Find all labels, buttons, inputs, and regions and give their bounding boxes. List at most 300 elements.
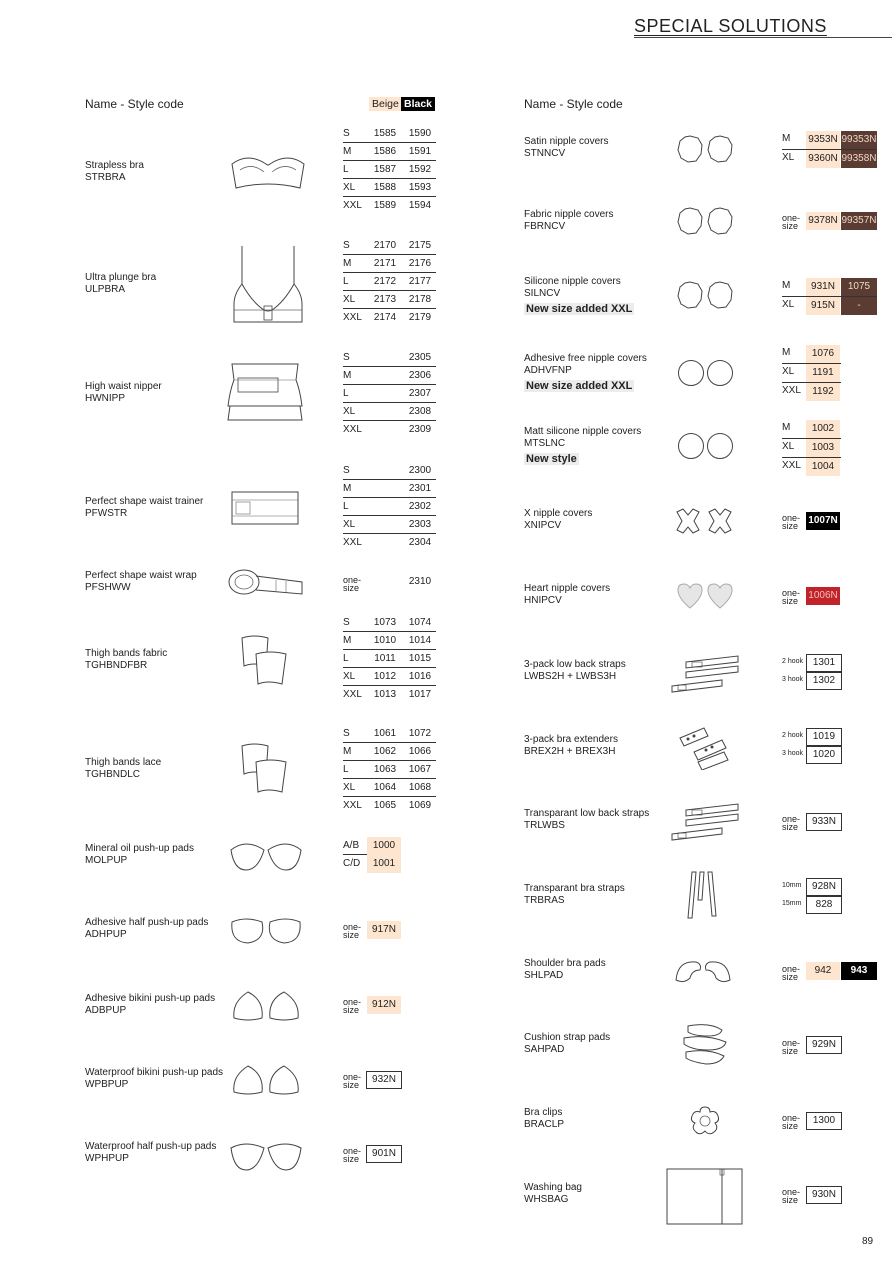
page-number: 89 bbox=[862, 1236, 874, 1247]
one-size-label: one- size bbox=[343, 997, 362, 1015]
size-row bbox=[343, 144, 436, 161]
beige-code: 1063 bbox=[373, 764, 397, 775]
size-label: L bbox=[343, 276, 349, 287]
new-style-note: New style bbox=[526, 453, 577, 465]
product-label bbox=[85, 381, 162, 405]
size-row bbox=[782, 383, 841, 401]
cushion-pads-illustration bbox=[680, 1022, 730, 1066]
size-label: XXL bbox=[343, 312, 362, 323]
size-label: M bbox=[782, 133, 791, 144]
product-label bbox=[524, 1107, 564, 1131]
product-name: Silicone nipple covers bbox=[524, 276, 621, 287]
black-code: 943 bbox=[841, 962, 877, 980]
product-name: Mineral oil push-up pads bbox=[85, 843, 194, 854]
style-number: 1019 bbox=[806, 728, 842, 746]
black-code: 1591 bbox=[408, 146, 432, 157]
style-code: MTSLNC bbox=[524, 438, 566, 449]
style-code: BRACLP bbox=[524, 1119, 565, 1130]
beige-code: 2174 bbox=[373, 312, 397, 323]
size-label: L bbox=[343, 388, 349, 399]
product-label bbox=[524, 1182, 582, 1206]
beige-code: 9378N bbox=[806, 212, 840, 230]
product-name: Bra clips bbox=[524, 1107, 563, 1118]
size-row bbox=[343, 350, 436, 367]
style-code: WPBPUP bbox=[85, 1079, 129, 1090]
size-row bbox=[343, 463, 436, 480]
product-name: 3-pack bra extenders bbox=[524, 734, 618, 745]
size-label: M bbox=[343, 483, 352, 494]
code: 2303 bbox=[408, 519, 432, 530]
style-number: 929N bbox=[806, 1036, 842, 1054]
size-label: M bbox=[782, 280, 791, 291]
size-label: XL bbox=[782, 299, 795, 310]
size-row bbox=[343, 292, 436, 309]
beige-code: 1589 bbox=[373, 200, 397, 211]
size-row bbox=[782, 297, 877, 315]
product-name: Strapless bra bbox=[85, 160, 144, 171]
size-label: L bbox=[343, 764, 349, 775]
product-label bbox=[85, 757, 161, 781]
size-row bbox=[343, 744, 436, 761]
size-label: XL bbox=[782, 152, 795, 163]
product-name: Cushion strap pads bbox=[524, 1032, 611, 1043]
bra-extenders-illustration bbox=[678, 724, 732, 770]
style-number: 1301 bbox=[806, 654, 842, 672]
one-size-label: one- size bbox=[343, 1072, 362, 1090]
black-code: 2176 bbox=[408, 258, 432, 269]
size-label: XL bbox=[343, 782, 356, 793]
product-label bbox=[524, 136, 609, 160]
product-name: Satin nipple covers bbox=[524, 136, 609, 147]
product-name: Perfect shape waist trainer bbox=[85, 496, 204, 507]
beige-code: 1003 bbox=[806, 439, 840, 457]
black-code: 2178 bbox=[408, 294, 432, 305]
style-code: HWNIPP bbox=[85, 393, 125, 404]
low-back-straps-illustration bbox=[668, 652, 742, 694]
beige-code: 2173 bbox=[373, 294, 397, 305]
size-row bbox=[343, 726, 436, 743]
size-row bbox=[343, 856, 401, 872]
size-label: S bbox=[343, 240, 350, 251]
product-label bbox=[85, 570, 197, 594]
one-size-label: one- size bbox=[343, 1146, 362, 1164]
black-code: 1072 bbox=[408, 728, 432, 739]
size-row bbox=[343, 386, 436, 403]
bikini-pads-illustration bbox=[230, 990, 302, 1022]
product-label bbox=[85, 272, 156, 296]
product-name: Waterproof half push-up pads bbox=[85, 1141, 217, 1152]
one-size-label: one- size bbox=[782, 588, 801, 606]
style-number: 901N bbox=[366, 1145, 402, 1163]
brown-code: - bbox=[841, 297, 877, 315]
size-row bbox=[343, 404, 436, 421]
size-label: XL bbox=[343, 294, 356, 305]
beige-code: 931N bbox=[806, 278, 840, 296]
product-label bbox=[524, 1032, 610, 1056]
size-row bbox=[782, 345, 841, 364]
style-code: STRBRA bbox=[85, 172, 126, 183]
brown-code: 99357N bbox=[841, 212, 877, 230]
beige-code: 9360N bbox=[806, 150, 840, 168]
style-number: 933N bbox=[806, 813, 842, 831]
waist-wrap-illustration bbox=[226, 566, 306, 604]
black-code: 1007N bbox=[806, 512, 840, 530]
product-name: Fabric nipple covers bbox=[524, 209, 614, 220]
style-number: 917N bbox=[367, 921, 401, 939]
style-number: 928N bbox=[806, 878, 842, 896]
size-label: L bbox=[343, 653, 349, 664]
brown-code: 99358N bbox=[841, 150, 877, 168]
hook-label: 3 hook bbox=[782, 750, 804, 757]
size-label: XXL bbox=[343, 537, 362, 548]
style-number: 930N bbox=[806, 1186, 842, 1204]
size-row bbox=[343, 535, 436, 551]
product-label bbox=[524, 426, 641, 466]
style-number: 1300 bbox=[806, 1112, 842, 1130]
style-code: ADHVFNP bbox=[524, 365, 572, 376]
product-name: Thigh bands lace bbox=[85, 757, 162, 768]
round-covers-illustration bbox=[677, 358, 735, 388]
beige-code: 1004 bbox=[806, 458, 840, 476]
bra-straps-illustration bbox=[686, 870, 720, 922]
beige-code: 1001 bbox=[367, 855, 401, 873]
style-code: STNNCV bbox=[524, 148, 566, 159]
product-label bbox=[524, 508, 592, 532]
size-label: C/D bbox=[343, 858, 361, 869]
size-label: M bbox=[343, 370, 352, 381]
style-code: SAHPAD bbox=[524, 1044, 565, 1055]
beige-code: 2170 bbox=[373, 240, 397, 251]
style-code: LWBS2H + LWBS3H bbox=[524, 671, 617, 682]
style-number: 1020 bbox=[806, 746, 842, 764]
size-row bbox=[782, 420, 841, 439]
style-code: ADHPUP bbox=[85, 929, 127, 940]
product-label bbox=[85, 160, 144, 184]
beige-code: 1587 bbox=[373, 164, 397, 175]
style-code: SHLPAD bbox=[524, 970, 564, 981]
beige-code: 2172 bbox=[373, 276, 397, 287]
size-label: S bbox=[343, 352, 350, 363]
black-code: 1074 bbox=[408, 617, 432, 628]
black-code: 1590 bbox=[408, 128, 432, 139]
style-code: TGHBNDFBR bbox=[85, 660, 148, 671]
style-code: TGHBNDLC bbox=[85, 769, 141, 780]
size-label: XXL bbox=[343, 424, 362, 435]
one-size-label: one- size bbox=[343, 922, 362, 940]
product-label bbox=[524, 276, 634, 316]
size-label: XXL bbox=[343, 689, 362, 700]
size-row bbox=[343, 162, 436, 179]
product-label bbox=[85, 843, 194, 867]
section-title: SPECIAL SOLUTIONS bbox=[634, 16, 827, 36]
size-row bbox=[343, 274, 436, 291]
size-label: XL bbox=[782, 441, 795, 452]
product-name: Thigh bands fabric bbox=[85, 648, 168, 659]
code: 2302 bbox=[408, 501, 432, 512]
one-size-label: one- size bbox=[782, 213, 801, 231]
left-column-header: Name - Style code bbox=[85, 97, 184, 111]
waterproof-half-pads-illustration bbox=[228, 1140, 304, 1172]
code: 2306 bbox=[408, 370, 432, 381]
ultra-plunge-bra-illustration bbox=[228, 244, 308, 326]
black-code: 1069 bbox=[408, 800, 432, 811]
product-label bbox=[85, 1067, 223, 1091]
right-column-header: Name - Style code bbox=[524, 97, 623, 111]
product-name: Adhesive bikini push-up pads bbox=[85, 993, 216, 1004]
size-row bbox=[343, 180, 436, 197]
size-label: XL bbox=[343, 182, 356, 193]
size-row bbox=[343, 669, 436, 686]
black-code: 2177 bbox=[408, 276, 432, 287]
legend-beige: Beige bbox=[369, 97, 402, 111]
size-row bbox=[782, 278, 877, 297]
beige-code: 1012 bbox=[373, 671, 397, 682]
code: 2308 bbox=[408, 406, 432, 417]
beige-code: 942 bbox=[806, 962, 840, 980]
round-covers-illustration bbox=[677, 431, 735, 461]
header-rule bbox=[634, 37, 892, 38]
style-code: ADBPUP bbox=[85, 1005, 127, 1016]
size-row bbox=[782, 364, 841, 383]
size-row bbox=[343, 422, 436, 438]
product-label bbox=[524, 734, 618, 758]
size-label: XL bbox=[343, 671, 356, 682]
size-row bbox=[343, 651, 436, 668]
washing-bag-illustration bbox=[666, 1168, 744, 1226]
style-code: TRLWBS bbox=[524, 820, 565, 831]
code: 2301 bbox=[408, 483, 432, 494]
product-label bbox=[85, 648, 167, 672]
product-name: Shoulder bra pads bbox=[524, 958, 606, 969]
one-size-label: one- size bbox=[782, 964, 801, 982]
beige-code: 2171 bbox=[373, 258, 397, 269]
product-name: X nipple covers bbox=[524, 508, 593, 519]
code: 2305 bbox=[408, 352, 432, 363]
silicone-covers-illustration bbox=[676, 280, 734, 310]
size-row bbox=[343, 615, 436, 632]
style-code: ULPBRA bbox=[85, 284, 126, 295]
size-row bbox=[343, 499, 436, 516]
brown-code: 99353N bbox=[841, 131, 877, 149]
code: 2307 bbox=[408, 388, 432, 399]
product-label bbox=[85, 496, 203, 520]
size-row bbox=[343, 762, 436, 779]
black-code: 1014 bbox=[408, 635, 432, 646]
shoulder-pads-illustration bbox=[672, 956, 734, 986]
one-size-label: one- size bbox=[343, 575, 362, 593]
product-name: Heart nipple covers bbox=[524, 583, 611, 594]
hook-label: 3 hook bbox=[782, 676, 804, 683]
waterproof-bikini-pads-illustration bbox=[230, 1064, 302, 1096]
transparant-straps-illustration bbox=[668, 800, 742, 842]
size-row bbox=[343, 198, 436, 214]
one-size-label: one- size bbox=[782, 1038, 801, 1056]
size-row bbox=[343, 238, 436, 255]
black-code: 1594 bbox=[408, 200, 432, 211]
size-label: S bbox=[343, 128, 350, 139]
beige-code: 1192 bbox=[806, 383, 840, 401]
one-size-label: one- size bbox=[782, 1113, 801, 1131]
style-code: SILNCV bbox=[524, 288, 561, 299]
product-name: Waterproof bikini push-up pads bbox=[85, 1067, 224, 1078]
beige-code: 1191 bbox=[806, 364, 840, 382]
product-name: Washing bag bbox=[524, 1182, 582, 1193]
black-code: 1592 bbox=[408, 164, 432, 175]
brown-code: 1075 bbox=[841, 278, 877, 296]
product-label bbox=[85, 993, 215, 1017]
style-code: XNIPCV bbox=[524, 520, 562, 531]
size-row bbox=[343, 838, 401, 855]
product-label bbox=[524, 883, 625, 907]
beige-code: 1010 bbox=[373, 635, 397, 646]
product-name: Adhesive half push-up pads bbox=[85, 917, 209, 928]
size-label: L bbox=[343, 501, 349, 512]
beige-code: 1013 bbox=[373, 689, 397, 700]
size-row bbox=[343, 517, 436, 534]
beige-code: 1586 bbox=[373, 146, 397, 157]
beige-code: 1062 bbox=[373, 746, 397, 757]
size-row bbox=[343, 481, 436, 498]
black-code: 1015 bbox=[408, 653, 432, 664]
product-name: Ultra plunge bra bbox=[85, 272, 157, 283]
hook-label: 2 hook bbox=[782, 658, 804, 665]
product-name: 3-pack low back straps bbox=[524, 659, 626, 670]
size-row bbox=[343, 687, 436, 703]
black-code: 1017 bbox=[408, 689, 432, 700]
size-row bbox=[782, 439, 841, 458]
new-size-note: New size added XXL bbox=[526, 303, 633, 315]
style-number: 2310 bbox=[408, 576, 432, 587]
size-label: XXL bbox=[782, 460, 801, 471]
legend-black: Black bbox=[401, 97, 435, 111]
size-row bbox=[782, 458, 841, 476]
thigh-bands-lace-illustration bbox=[240, 740, 292, 796]
black-code: 1068 bbox=[408, 782, 432, 793]
size-label: S bbox=[343, 617, 350, 628]
new-size-note: New size added XXL bbox=[526, 380, 633, 392]
product-name: Transparant low back straps bbox=[524, 808, 650, 819]
nipple-covers-illustration bbox=[676, 134, 734, 164]
beige-code: 1064 bbox=[373, 782, 397, 793]
size-label: L bbox=[343, 164, 349, 175]
black-code: 2179 bbox=[408, 312, 432, 323]
black-code: 1016 bbox=[408, 671, 432, 682]
beige-code: 9353N bbox=[806, 131, 840, 149]
fabric-covers-illustration bbox=[676, 206, 734, 236]
product-label bbox=[524, 808, 649, 832]
size-label: M bbox=[343, 146, 352, 157]
one-size-label: one- size bbox=[782, 814, 801, 832]
size-row bbox=[782, 131, 877, 150]
product-label bbox=[85, 1141, 216, 1165]
beige-code: 1002 bbox=[806, 420, 840, 438]
waist-trainer-illustration bbox=[230, 490, 300, 526]
size-row bbox=[343, 633, 436, 650]
product-label bbox=[85, 917, 208, 941]
style-number: 1302 bbox=[806, 672, 842, 690]
waist-nipper-illustration bbox=[224, 360, 306, 426]
size-row bbox=[343, 368, 436, 385]
product-label bbox=[524, 353, 647, 393]
style-code: BREX2H + BREX3H bbox=[524, 746, 616, 757]
product-name: Perfect shape waist wrap bbox=[85, 570, 197, 581]
style-code: WPHPUP bbox=[85, 1153, 129, 1164]
code: 2309 bbox=[408, 424, 432, 435]
code: 2300 bbox=[408, 465, 432, 476]
style-code: PFWSTR bbox=[85, 508, 128, 519]
half-pads-illustration bbox=[228, 914, 304, 946]
beige-code: 1011 bbox=[374, 653, 396, 664]
strapless-bra-illustration bbox=[228, 150, 308, 192]
style-number: 912N bbox=[367, 996, 401, 1014]
x-covers-illustration bbox=[674, 507, 734, 535]
one-size-label: one- size bbox=[782, 1187, 801, 1205]
style-code: MOLPUP bbox=[85, 855, 128, 866]
size-label: M bbox=[343, 635, 352, 646]
size-row bbox=[343, 126, 436, 143]
size-row bbox=[782, 150, 877, 168]
style-code: HNIPCV bbox=[524, 595, 562, 606]
red-code: 1006N bbox=[806, 587, 840, 605]
product-label bbox=[524, 583, 610, 607]
black-code: 1067 bbox=[408, 764, 432, 775]
style-number: 932N bbox=[366, 1071, 402, 1089]
size-label: XL bbox=[343, 406, 356, 417]
black-code: 1593 bbox=[408, 182, 432, 193]
product-name: Matt silicone nipple covers bbox=[524, 426, 642, 437]
size-label: S bbox=[343, 728, 350, 739]
black-code: 1066 bbox=[408, 746, 432, 757]
product-name: Transparant bra straps bbox=[524, 883, 625, 894]
beige-code: 1065 bbox=[373, 800, 397, 811]
size-row bbox=[343, 310, 436, 326]
beige-code: 1588 bbox=[373, 182, 397, 193]
size-label: M bbox=[343, 746, 352, 757]
style-number: 828 bbox=[806, 896, 842, 914]
product-label bbox=[524, 958, 606, 982]
thigh-bands-illustration bbox=[240, 632, 292, 688]
product-name: Adhesive free nipple covers bbox=[524, 353, 647, 364]
size-label: M bbox=[782, 347, 791, 358]
one-size-label: one- size bbox=[782, 513, 801, 531]
style-code: FBRNCV bbox=[524, 221, 566, 232]
hook-label: 2 hook bbox=[782, 732, 804, 739]
size-label: XXL bbox=[343, 200, 362, 211]
style-code: WHSBAG bbox=[524, 1194, 569, 1205]
size-label: XL bbox=[343, 519, 356, 530]
product-label bbox=[524, 659, 626, 683]
code: 2304 bbox=[408, 537, 432, 548]
beige-code: 1585 bbox=[373, 128, 397, 139]
size-label: XL bbox=[782, 366, 795, 377]
beige-code: 1061 bbox=[373, 728, 397, 739]
size-label: A/B bbox=[343, 840, 360, 851]
beige-code: 1073 bbox=[373, 617, 397, 628]
size-label: XXL bbox=[343, 800, 362, 811]
style-code: TRBRAS bbox=[524, 895, 565, 906]
size-row bbox=[343, 798, 436, 814]
beige-code: 915N bbox=[806, 297, 840, 315]
width-label: 10mm bbox=[782, 882, 802, 889]
bra-clips-illustration bbox=[688, 1104, 722, 1138]
size-label: XXL bbox=[782, 385, 801, 396]
black-code: 2175 bbox=[408, 240, 432, 251]
size-label: M bbox=[782, 422, 791, 433]
size-label: S bbox=[343, 465, 350, 476]
beige-code: 1076 bbox=[806, 345, 840, 363]
size-label: M bbox=[343, 258, 352, 269]
product-label bbox=[524, 209, 613, 233]
